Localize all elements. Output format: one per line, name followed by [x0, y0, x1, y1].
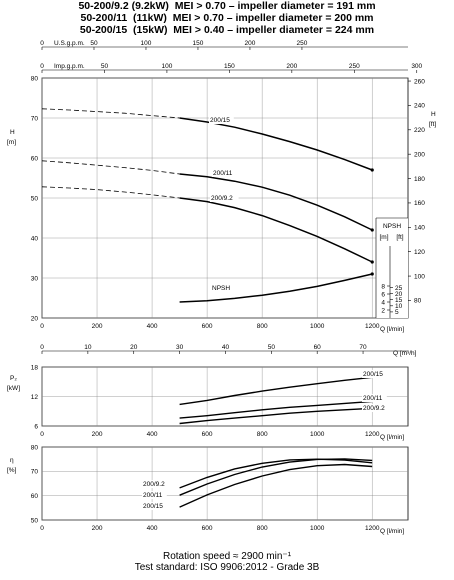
top-axis-0-ticklabel-3: 150	[192, 40, 204, 47]
top-axis-1-ticklabel-6: 300	[411, 63, 423, 70]
head-series-1-endpoint	[371, 228, 374, 231]
eff-yunit: [%]	[7, 467, 17, 474]
top-axis-1-ticklabel-1: 50	[100, 63, 109, 70]
power-xtick-5: 1000	[309, 431, 325, 438]
npsh-ft-label-4: 25	[395, 284, 403, 292]
npsh-inset-label: NPSH	[382, 223, 402, 230]
top-axis-1-ticklabel-3: 150	[223, 63, 235, 70]
head-xtick-6: 1200	[364, 323, 380, 330]
npsh-m-label-1: 4	[381, 299, 385, 307]
head-series-0-line	[180, 118, 373, 170]
npsh-ft-label-3: 20	[395, 290, 403, 298]
power-xtick-0: 0	[40, 431, 44, 438]
head-xtick-3: 600	[201, 323, 213, 330]
top-axis-2-ticklabel-2: 20	[130, 344, 138, 351]
top-axis-0-ticklabel-0: 0	[40, 40, 44, 47]
eff-ytick-1: 60	[30, 492, 38, 500]
top-axis-0-ticklabel-5: 250	[296, 40, 308, 47]
head-ftick-label-2: 120	[414, 248, 425, 256]
eff-series-1-label: 200/11	[143, 492, 163, 499]
top-axis-1-ticklabel-0: 0	[40, 63, 44, 70]
title-line-3: 50-200/15 (15kW) MEI > 0.40 – impeller diameter = 224 mm	[79, 24, 375, 36]
top-axis-0-label: U.S.g.p.m.	[54, 40, 85, 47]
eff-ylabel: η	[10, 457, 14, 464]
head-series-3-label: NPSH	[212, 285, 231, 292]
top-axis-2-ticklabel-1: 10	[84, 344, 92, 351]
rotation-speed-note: Rotation speed ≈ 2900 min⁻¹	[162, 551, 292, 562]
power-ytick-2: 18	[30, 364, 38, 372]
npsh-ft-label-0: 5	[395, 309, 399, 317]
head-series-3-endpoint	[371, 272, 374, 275]
head-ftick-label-5: 180	[414, 175, 425, 183]
head-ftick-label-6: 200	[414, 151, 425, 159]
head-ftick-label-7: 220	[414, 127, 425, 135]
head-ftick-label-3: 140	[414, 224, 425, 232]
head-ftick-label-0: 80	[414, 297, 422, 305]
power-series-0-line	[180, 377, 373, 404]
head-series-2-line	[180, 198, 373, 262]
power-ytick-0: 6	[34, 423, 38, 431]
npsh-ft-label-2: 15	[395, 297, 403, 305]
head-series-0-endpoint	[371, 168, 374, 171]
head-ftick-label-9: 260	[414, 78, 425, 86]
head-ylabel: H	[10, 129, 15, 136]
head-xtick-0: 0	[40, 323, 44, 330]
head-xtick-4: 800	[256, 323, 268, 330]
npsh-inset-unit-ft: [ft]	[396, 234, 404, 241]
eff-xtick-6: 1200	[364, 525, 380, 532]
head-ytick-4: 60	[30, 155, 38, 163]
head-series-1-dashed	[42, 161, 180, 174]
power-series-1-label: 200/11	[363, 395, 383, 402]
power-yunit: [kW]	[7, 385, 20, 392]
top-axis-1-ticklabel-5: 250	[348, 63, 360, 70]
power-xtick-4: 800	[256, 431, 268, 438]
top-axis-1-ticklabel-4: 200	[286, 63, 298, 70]
head-series-3-line	[180, 274, 373, 302]
npsh-inset-unit-m: [m]	[379, 234, 389, 241]
eff-xtick-5: 1000	[309, 525, 325, 532]
top-axis-1-ticklabel-2: 100	[161, 63, 173, 70]
head-yunit: [m]	[7, 139, 17, 146]
power-top-axis-label: Q [m³/h]	[393, 350, 417, 357]
top-axis-2-ticklabel-7: 70	[359, 344, 367, 351]
power-xtick-1: 200	[91, 431, 103, 438]
power-ylabel: P₂	[10, 375, 17, 382]
npsh-m-label-0: 2	[381, 307, 385, 315]
eff-ytick-3: 80	[30, 444, 38, 452]
head-series-2-dashed	[42, 187, 180, 198]
npsh-m-label-2: 6	[381, 291, 385, 299]
head-ftick-label-1: 100	[414, 273, 425, 281]
head-ytick-5: 70	[30, 115, 38, 123]
head-ytick-3: 50	[30, 195, 38, 203]
head-series-0-dashed	[42, 109, 180, 118]
eff-series-2-line	[180, 465, 373, 508]
title-line-1: 50-200/9.2 (9.2kW) MEI > 0.70 – impeller diameter = 191 mm	[78, 0, 376, 12]
eff-series-2-label: 200/15	[143, 503, 163, 510]
head-ftick-label-4: 160	[414, 200, 425, 208]
top-axis-2-ticklabel-5: 50	[267, 344, 275, 351]
eff-xlabel: Q [l/min]	[380, 528, 405, 535]
top-axis-2-ticklabel-4: 40	[221, 344, 230, 351]
power-xtick-6: 1200	[364, 431, 380, 438]
head-ytick-2: 40	[30, 235, 38, 243]
head-ytick-6: 80	[30, 75, 38, 83]
head-ytick-1: 30	[30, 275, 38, 283]
eff-xtick-4: 800	[256, 525, 268, 532]
top-axis-2-ticklabel-0: 0	[40, 344, 44, 351]
eff-xtick-0: 0	[40, 525, 44, 532]
head-ylabel-right: H	[431, 111, 436, 118]
head-xlabel: Q [l/min]	[380, 326, 405, 333]
head-series-1-label: 200/11	[213, 170, 233, 177]
head-ytick-0: 20	[30, 315, 38, 323]
head-xtick-5: 1000	[309, 323, 325, 330]
eff-series-0-label: 200/9.2	[143, 481, 165, 488]
eff-xtick-1: 200	[91, 525, 103, 532]
power-series-2-label: 200/9.2	[363, 405, 385, 412]
power-ytick-1: 12	[30, 393, 38, 401]
power-series-0-label: 200/15	[363, 371, 383, 378]
npsh-m-label-3: 8	[381, 283, 385, 291]
eff-xtick-3: 600	[201, 525, 213, 532]
eff-ytick-2: 70	[30, 468, 38, 476]
head-series-0-label: 200/15	[210, 117, 230, 124]
npsh-ft-label-1: 10	[395, 303, 403, 311]
head-xtick-2: 400	[146, 323, 158, 330]
head-series-2-label: 200/9.2	[211, 195, 233, 202]
top-axis-1-label: Imp.g.p.m.	[54, 63, 85, 70]
top-axis-0-ticklabel-4: 200	[244, 40, 256, 47]
top-axis-2-ticklabel-6: 60	[313, 344, 321, 351]
head-yunit-right: [ft]	[429, 121, 437, 128]
power-xtick-3: 600	[201, 431, 213, 438]
top-axis-0-ticklabel-2: 100	[140, 40, 152, 47]
test-standard-note: Test standard: ISO 9906:2012 - Grade 3B	[134, 562, 320, 573]
eff-ytick-0: 50	[30, 517, 38, 525]
head-xtick-1: 200	[91, 323, 103, 330]
top-axis-2-ticklabel-3: 30	[175, 344, 184, 351]
power-xtick-2: 400	[146, 431, 158, 438]
title-line-2: 50-200/11 (11kW) MEI > 0.70 – impeller diameter = 200 mm	[80, 12, 374, 24]
head-ftick-label-8: 240	[414, 102, 425, 110]
eff-xtick-2: 400	[146, 525, 158, 532]
top-axis-0-ticklabel-1: 50	[90, 40, 98, 47]
head-series-2-endpoint	[371, 260, 374, 263]
power-xlabel: Q [l/min]	[380, 434, 405, 441]
